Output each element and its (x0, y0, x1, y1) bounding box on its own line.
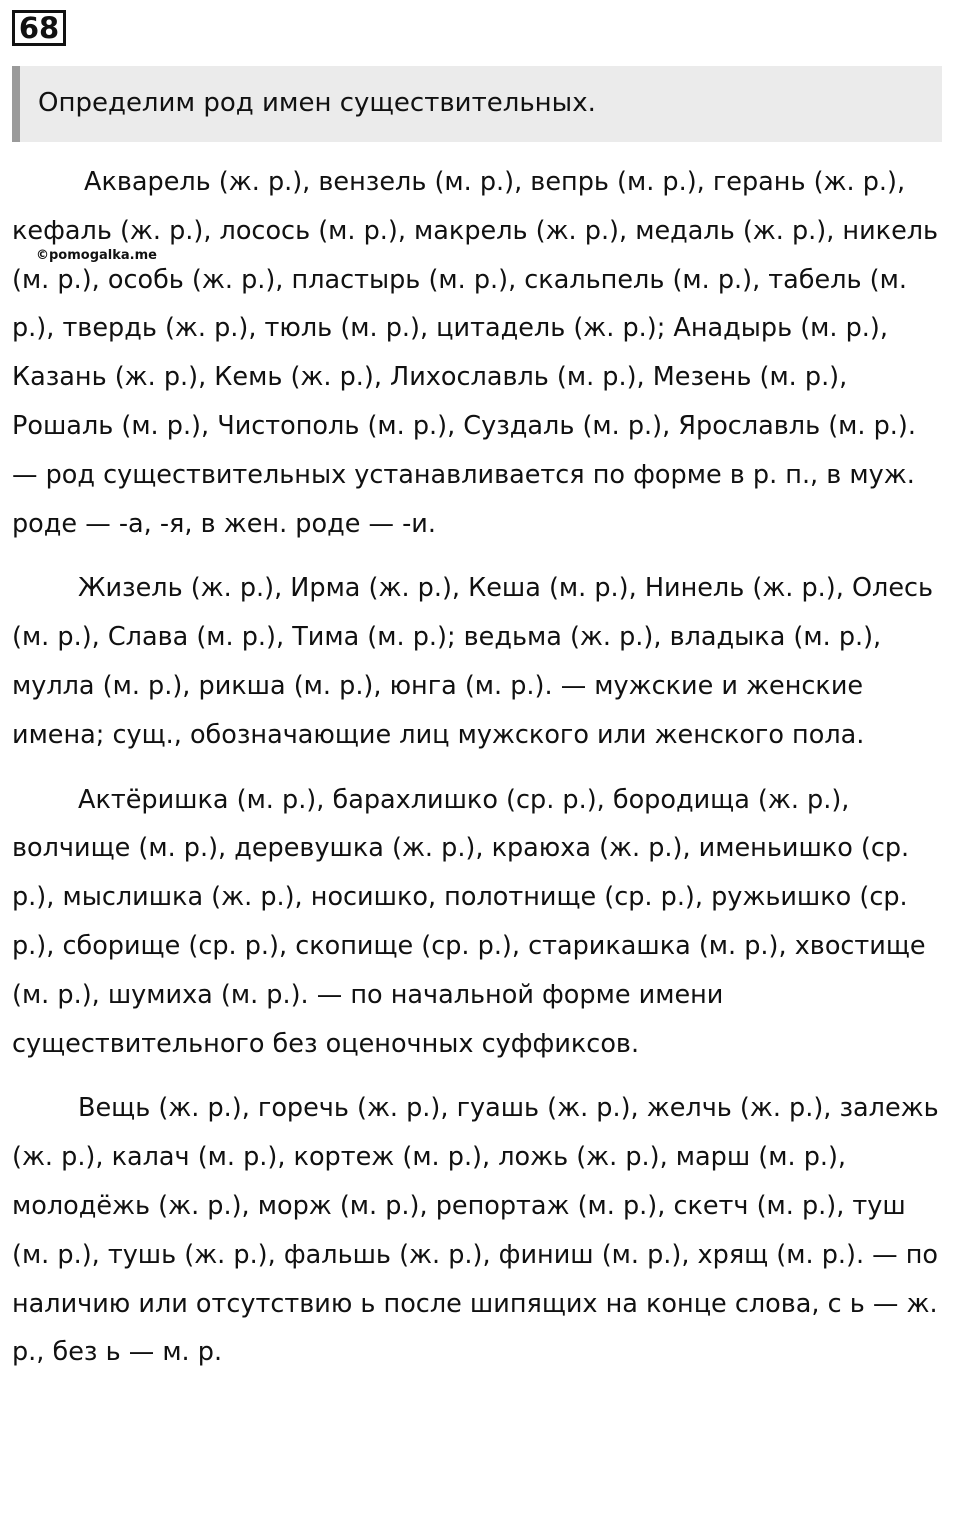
task-heading-banner (12, 66, 942, 142)
site-watermark: ©pomogalka.me (36, 248, 157, 263)
task-number-badge: 68 (12, 10, 66, 46)
answer-paragraph-2: Жизель (ж. р.), Ирма (ж. р.), Кеша (м. р.), Нинель (ж. р.), Олесь (м. р.), Слава (м. р.), Тима (м. р.); ведьма (ж. р.), владыка (м. р.), мулла (м. р.), рикша (м. р.), юнга (м. р.). — мужские и женские имена; сущ., обозначающие лиц мужского или женского пола. (12, 573, 934, 750)
answer-paragraph-1: Акварель (ж. р.), вензель (м. р.), вепрь (м. р.), герань (ж. р.), кефаль (ж. р.), лосось (м. р.), макрель (ж. р.), медаль (ж. р.), никель (м. р.), особь (ж. р.), пластырь (м. р.), скальпель (м. р.), табель (м. р.), твердь (ж. р.), тюль (м. р.), цитадель (ж. р.); Анадырь (м. р.), Казань (ж. р.), Кемь (ж. р.), Лихославль (м. р.), Мезень (м. р.), Рошаль (м. р.), Чистополь (м. р.), Суздаль (м. р.), Ярославль (м. р.). — род существительных устанавливается по форме в р. п., в муж. роде — -а, -я, в жен. роде — -и. (12, 167, 939, 539)
task-heading-text: Определим род имен существительных. (38, 88, 596, 118)
answer-paragraph-3: Актёришка (м. р.), барахлишко (ср. р.), бородища (ж. р.), волчище (м. р.), деревушка (ж. р.), краюха (ж. р.), именьишко (ср. р.), мыслишка (ж. р.), носишко, полотнище (ср. р.), ружьишко (ср. р.), сборище (ср. р.), скопище (ср. р.), старикашка (м. р.), хвостище (м. р.), шумиха (м. р.). — по начальной форме имени существительного без оценочных суффиксов. (12, 784, 926, 1059)
answer-text-block (12, 158, 942, 1377)
answer-paragraph-4: Вещь (ж. р.), горечь (ж. р.), гуашь (ж. р.), желчь (ж. р.), залежь (ж. р.), калач (м. р.), кортеж (м. р.), ложь (ж. р.), марш (м. р.), молодёжь (ж. р.), морж (м. р.), репортаж (м. р.), скетч (м. р.), туш (м. р.), тушь (ж. р.), фальшь (ж. р.), финиш (м. р.), хрящ (м. р.). — по наличию или отсутствию ь после шипящих на конце слова, с ь — ж. р., без ь — м. р. (12, 1093, 939, 1368)
